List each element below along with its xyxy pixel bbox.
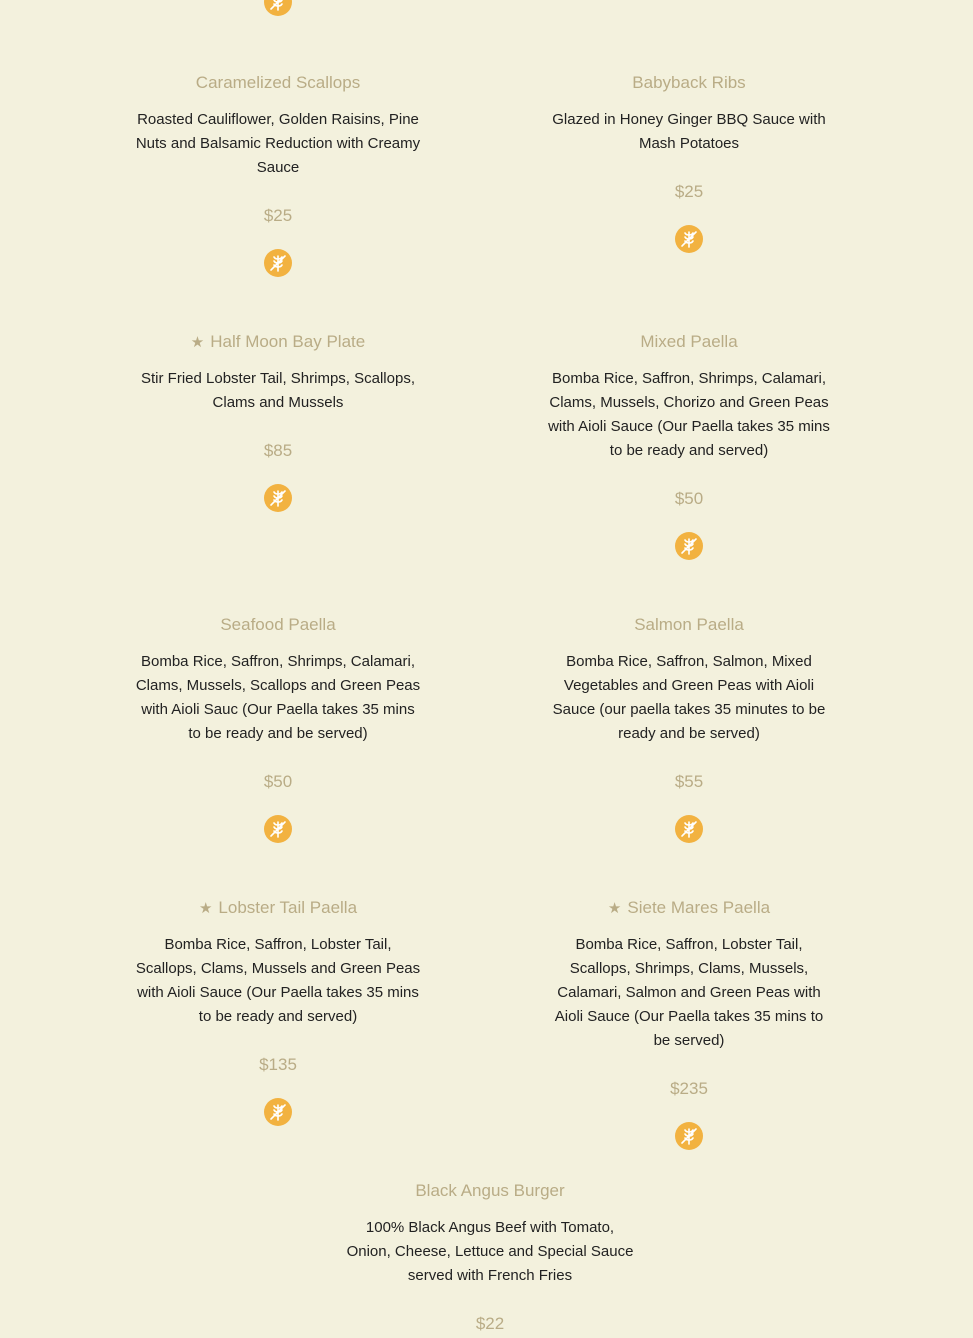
item-description: 100% Black Angus Beef with Tomato, Onion, Cheese, Lettuce and Special Sauce served with French Fries bbox=[346, 1219, 634, 1284]
item-description: Roasted Cauliflower, Golden Raisins, Pine Nuts and Balsamic Reduction with Creamy Sauce bbox=[135, 111, 421, 176]
gluten-free-icon bbox=[674, 224, 704, 254]
item-price: $235 bbox=[670, 1079, 708, 1098]
item-name: Half Moon Bay Plate bbox=[210, 332, 366, 351]
gluten-free-icon bbox=[263, 814, 293, 844]
gluten-free-icon bbox=[263, 1097, 293, 1127]
star-icon: ★ bbox=[190, 334, 205, 351]
gluten-free-icon bbox=[674, 814, 704, 844]
item-name-row bbox=[539, 897, 839, 919]
gluten-free-icon bbox=[263, 248, 293, 278]
item-price: $135 bbox=[259, 1055, 297, 1074]
item-name: Seafood Paella bbox=[220, 615, 336, 634]
item-description: Bomba Rice, Saffron, Lobster Tail, Scallops, Shrimps, Clams, Mussels, Calamari, Salmon and Green Peas with Aioli Sauce (Our Paella takes 35 mins to be served) bbox=[554, 936, 824, 1049]
menu-item bbox=[539, 897, 839, 1151]
item-description: Glazed in Honey Ginger BBQ Sauce with Mash Potatoes bbox=[552, 111, 826, 152]
item-name: Black Angus Burger bbox=[415, 1181, 565, 1200]
menu-item bbox=[539, 614, 839, 844]
item-price: $55 bbox=[674, 772, 704, 791]
item-name-row bbox=[128, 897, 428, 919]
gluten-free-icon bbox=[674, 1121, 704, 1151]
item-name: Babyback Ribs bbox=[632, 73, 746, 92]
menu-item bbox=[128, 331, 428, 513]
item-price: $22 bbox=[475, 1314, 505, 1333]
star-icon: ★ bbox=[607, 900, 622, 917]
gluten-free-icon bbox=[263, 0, 293, 17]
star-icon: ★ bbox=[198, 900, 213, 917]
item-name: Salmon Paella bbox=[634, 615, 744, 634]
item-name: Mixed Paella bbox=[640, 332, 738, 351]
item-price: $50 bbox=[674, 489, 704, 508]
item-name: Lobster Tail Paella bbox=[218, 898, 358, 917]
item-description: Bomba Rice, Saffron, Shrimps, Calamari, Clams, Mussels, Chorizo and Green Peas with Aioli Sauce (Our Paella takes 35 mins to be ready and served) bbox=[548, 370, 830, 459]
item-name: Caramelized Scallops bbox=[195, 73, 361, 92]
gluten-free-icon bbox=[263, 483, 293, 513]
item-price: $25 bbox=[674, 182, 704, 201]
item-name-row bbox=[128, 331, 428, 353]
item-price: $85 bbox=[263, 441, 293, 460]
menu-item bbox=[128, 72, 428, 278]
gluten-free-icon bbox=[674, 531, 704, 561]
menu-item bbox=[128, 614, 428, 844]
item-price: $25 bbox=[263, 206, 293, 225]
item-description: Stir Fried Lobster Tail, Shrimps, Scallops, Clams and Mussels bbox=[141, 370, 415, 411]
menu-item bbox=[128, 897, 428, 1127]
menu-item bbox=[340, 1180, 640, 1335]
item-description: Bomba Rice, Saffron, Salmon, Mixed Vegetables and Green Peas with Aioli Sauce (our paella takes 35 minutes to be ready and be served) bbox=[552, 653, 826, 742]
item-description: Bomba Rice, Saffron, Lobster Tail, Scallops, Clams, Mussels and Green Peas with Aioli Sauce (Our Paella takes 35 mins to be ready and served) bbox=[135, 936, 421, 1025]
menu-item bbox=[539, 72, 839, 254]
item-price: $50 bbox=[263, 772, 293, 791]
menu-item bbox=[539, 331, 839, 561]
item-description: Bomba Rice, Saffron, Shrimps, Calamari, Clams, Mussels, Scallops and Green Peas with Aioli Sauc (Our Paella takes 35 mins to be ready and be served) bbox=[135, 653, 421, 742]
item-name: Siete Mares Paella bbox=[627, 898, 771, 917]
